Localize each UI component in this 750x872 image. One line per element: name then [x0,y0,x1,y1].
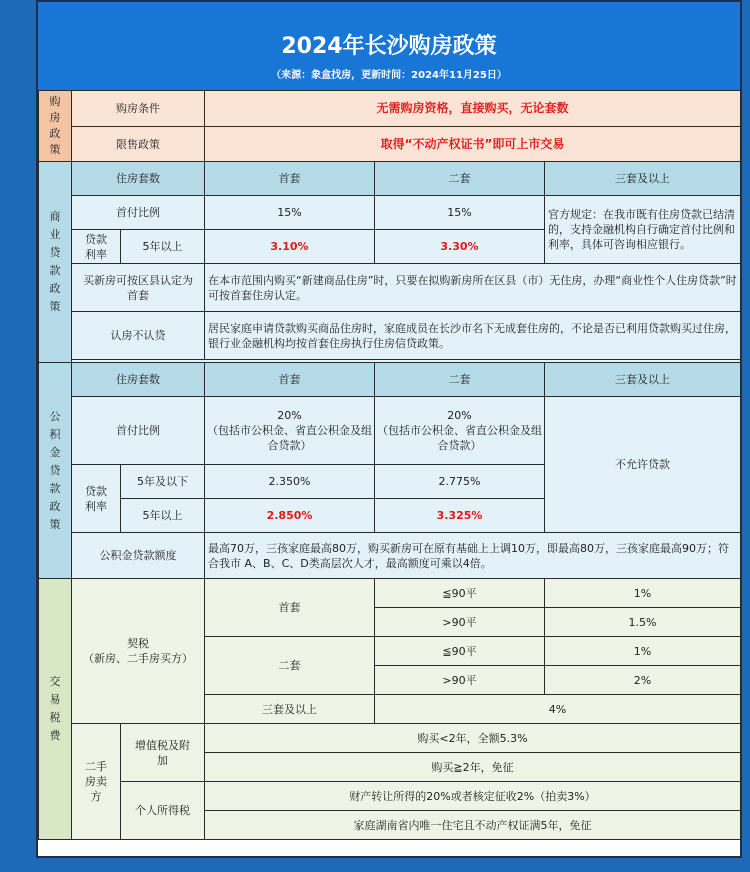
page-subtitle: （来源：象盒找房，更新时间：2024年11月25日） [271,70,507,81]
vat-label: 增值税及附加 [121,724,205,782]
deed-third-label: 三套及以上 [205,695,375,724]
resale-limit-value: 取得“不动产权证书”即可上市交易 [205,127,741,162]
fund-col-third: 三套及以上 [545,363,741,397]
fund-col-second: 二套 [375,363,545,397]
norecog-label: 认房不认贷 [72,312,205,360]
commercial-col-second: 二套 [375,162,545,196]
deed-first-le90: ≦90平 [375,579,545,608]
commercial-col-first: 首套 [205,162,375,196]
fund-term-long: 5年以上 [121,499,205,533]
fund-down-first: 20% （包括市公积金、省直公积金及组合贷款） [205,397,375,465]
commercial-rate-term: 5年以上 [121,230,205,264]
purchase-condition-label: 购房条件 [72,91,205,127]
fund-rate-long-first: 2.850% [205,499,375,533]
deed-third-rate: 4% [375,695,741,724]
section-label-tax: 交易税费 [39,579,72,840]
deed-second-gt90-rate: 2% [545,666,741,695]
fund-term-short: 5年及以下 [121,465,205,499]
header [38,2,740,90]
commercial-col-header: 住房套数 [72,162,205,196]
seller-label: 二手房卖方 [72,724,121,840]
deed-tax-label: 契税 （新房、二手房买方） [72,579,205,724]
commercial-rate-first: 3.10% [205,230,375,264]
deed-first-label: 首套 [205,579,375,637]
commercial-down-second: 15% [375,196,545,230]
commercial-down-first: 15% [205,196,375,230]
fund-no-loan: 不允许贷款 [545,397,741,533]
section-label-commercial: 商业贷款政策 [39,162,72,363]
county-first-text: 在本市范围内购买“新建商品住房”时，只要在拟购新房所在区县（市）无住房，办理“商业性个人住房贷款”时可按首套住房认定。 [205,264,741,312]
vat-under2: 购买<2年，全额5.3% [205,724,741,753]
purchase-condition-value: 无需购房资格，直接购买，无论套数 [205,91,741,127]
fund-rate-short-second: 2.775% [375,465,545,499]
deed-second-le90-rate: 1% [545,637,741,666]
fund-rate-short-first: 2.350% [205,465,375,499]
deed-second-le90: ≦90平 [375,637,545,666]
fund-limit-text: 最高70万，三孩家庭最高80万，购买新房可在原有基础上上调10万，即最高80万，三孩家庭最高90万；符合我市 A、B、C、D类高层次人才，最高额度可乘以4倍。 [205,533,741,579]
commercial-rate-label: 贷款利率 [72,230,121,264]
resale-limit-label: 限售政策 [72,127,205,162]
fund-down-label: 首付比例 [72,397,205,465]
section-label-purchase: 购房政策 [39,91,72,162]
pit-exempt: 家庭湖南省内唯一住宅且不动产权证满5年，免征 [205,811,741,840]
vat-over2: 购买≧2年，免征 [205,753,741,782]
fund-col-header: 住房套数 [72,363,205,397]
county-first-label: 买新房可按区县认定为首套 [72,264,205,312]
fund-down-second: 20% （包括市公积金、省直公积金及组合贷款） [375,397,545,465]
fund-rate-long-second: 3.325% [375,499,545,533]
deed-first-gt90-rate: 1.5% [545,608,741,637]
fund-col-first: 首套 [205,363,375,397]
pit-label: 个人所得税 [121,782,205,840]
page-title: 2024年长沙购房政策 [281,34,497,59]
deed-second-gt90: >90平 [375,666,545,695]
commercial-col-third: 三套及以上 [545,162,741,196]
commercial-down-label: 首付比例 [72,196,205,230]
policy-table [38,90,741,840]
pit-rate: 财产转让所得的20%或者核定征收2%（拍卖3%） [205,782,741,811]
commercial-rate-second: 3.30% [375,230,545,264]
commercial-third-note: 官方规定：在我市既有住房贷款已结清的，支持金融机构自行确定首付比例和利率，具体可咨询相应银行。 [545,196,741,264]
section-label-fund: 公积金贷款政策 [39,363,72,579]
deed-first-gt90: >90平 [375,608,545,637]
deed-first-le90-rate: 1% [545,579,741,608]
fund-rate-label: 贷款利率 [72,465,121,533]
norecog-text: 居民家庭申请贷款购买商品住房时，家庭成员在长沙市名下无成套住房的，不论是否已利用贷款购买过住房，银行业金融机构均按首套住房执行住房信贷政策。 [205,312,741,360]
policy-card [36,0,742,858]
fund-limit-label: 公积金贷款额度 [72,533,205,579]
deed-second-label: 二套 [205,637,375,695]
